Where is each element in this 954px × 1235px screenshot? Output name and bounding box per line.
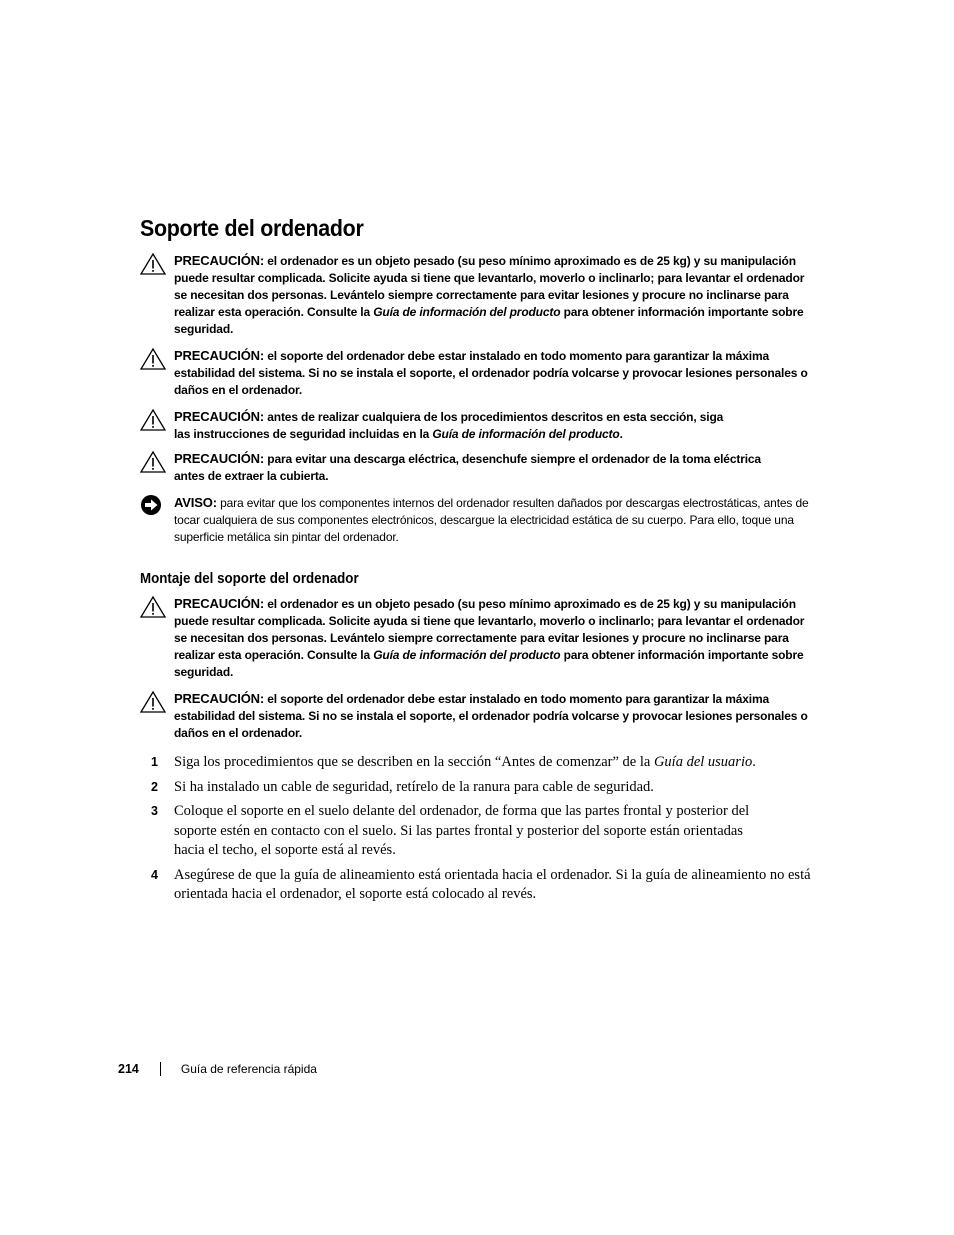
notice-icon (140, 494, 166, 518)
note-text: AVISO: para evitar que los componentes internos del ordenador resulten dañados por descargas electrostáticas, antes de tocar cualquiera de sus componentes electrónicos, descargue la electricidad estática de su cuerpo. Para ello, toque una superficie metálica sin pintar del ordenador. (174, 495, 809, 544)
caution-icon (140, 252, 166, 276)
note-text: PRECAUCIÓN: el ordenador es un objeto pesado (su peso mínimo aproximado es de 25 kg) y su manipulación puede resultar complicada. Solicite ayuda si tiene que levantarlo, moverlo o inclinarlo; para levantar el ordenador se necesitan dos personas. Levántelo siempre correctamente para evitar lesiones y procure no inclinarse para realizar esta operación. Consulte la Guía de información del producto para obtener información importante sobre seguridad. (174, 596, 805, 679)
note-text: PRECAUCIÓN: antes de realizar cualquiera de los procedimientos descritos en esta sección, siga las instrucciones de seguridad incluidas en la Guía de información del producto. (174, 409, 724, 441)
caution-note (140, 252, 820, 338)
note-text: PRECAUCIÓN: el soporte del ordenador debe estar instalado en todo momento para garantizar la máxima estabilidad del sistema. Si no se instala el soporte, el ordenador podría volcarse y provocar lesiones personales o daños en el ordenador. (174, 348, 808, 397)
note-text: PRECAUCIÓN: el ordenador es un objeto pesado (su peso mínimo aproximado es de 25 kg) y su manipulación puede resultar complicada. Solicite ayuda si tiene que levantarlo, moverlo o inclinarlo; para levantar el ordenador se necesitan dos personas. Levántelo siempre correctamente para evitar lesiones y procure no inclinarse para realizar esta operación. Consulte la Guía de información del producto para obtener información importante sobre seguridad. (174, 253, 805, 336)
caution-note (140, 450, 820, 485)
caution-note (140, 347, 820, 399)
list-item: 1 Siga los procedimientos que se describen en la sección “Antes de comenzar” de la Guía del usuario. (140, 753, 820, 773)
page-title: Soporte del ordenador (140, 215, 364, 241)
caution-note (140, 595, 820, 681)
caution-note (140, 690, 820, 742)
step-number: 2 (151, 779, 158, 794)
caution-icon (140, 347, 166, 371)
caution-icon (140, 408, 166, 432)
list-item: 4 Asegúrese de que la guía de alineamiento está orientada hacia el ordenador. Si la guía de alineamiento no está orientada hacia el ordenador, el soporte está colocado al revés. (151, 866, 811, 902)
footer-divider (160, 1062, 161, 1076)
caution-icon (140, 690, 166, 714)
page-number: 214 (118, 1062, 139, 1076)
list-item: 3 Coloque el soporte en el suelo delante del ordenador, de forma que las partes frontal y posterior del soporte estén en contacto con el suelo. Si las partes frontal y posterior del soporte están orientadas hacia el techo, el soporte está al revés. (151, 803, 750, 858)
caution-note (140, 408, 820, 443)
note-text: PRECAUCIÓN: para evitar una descarga eléctrica, desenchufe siempre el ordenador de la toma eléctrica antes de extraer la cubierta. (174, 451, 761, 483)
list-item: 2 Si ha instalado un cable de seguridad, retírelo de la ranura para cable de seguridad. (140, 778, 820, 798)
step-number: 3 (151, 804, 158, 818)
section-heading: Montaje del soporte del ordenador (140, 571, 359, 587)
caution-icon (140, 595, 166, 619)
notice-note (140, 494, 820, 546)
caution-icon (140, 450, 166, 474)
step-number: 1 (151, 755, 158, 769)
page-footer (118, 1062, 317, 1076)
note-text: PRECAUCIÓN: el soporte del ordenador debe estar instalado en todo momento para garantizar la máxima estabilidad del sistema. Si no se instala el soporte, el ordenador podría volcarse y provocar lesiones personales o daños en el ordenador. (174, 691, 808, 740)
step-number: 4 (151, 867, 158, 882)
footer-doc-title: Guía de referencia rápida (180, 1062, 317, 1076)
steps-list (140, 753, 820, 905)
